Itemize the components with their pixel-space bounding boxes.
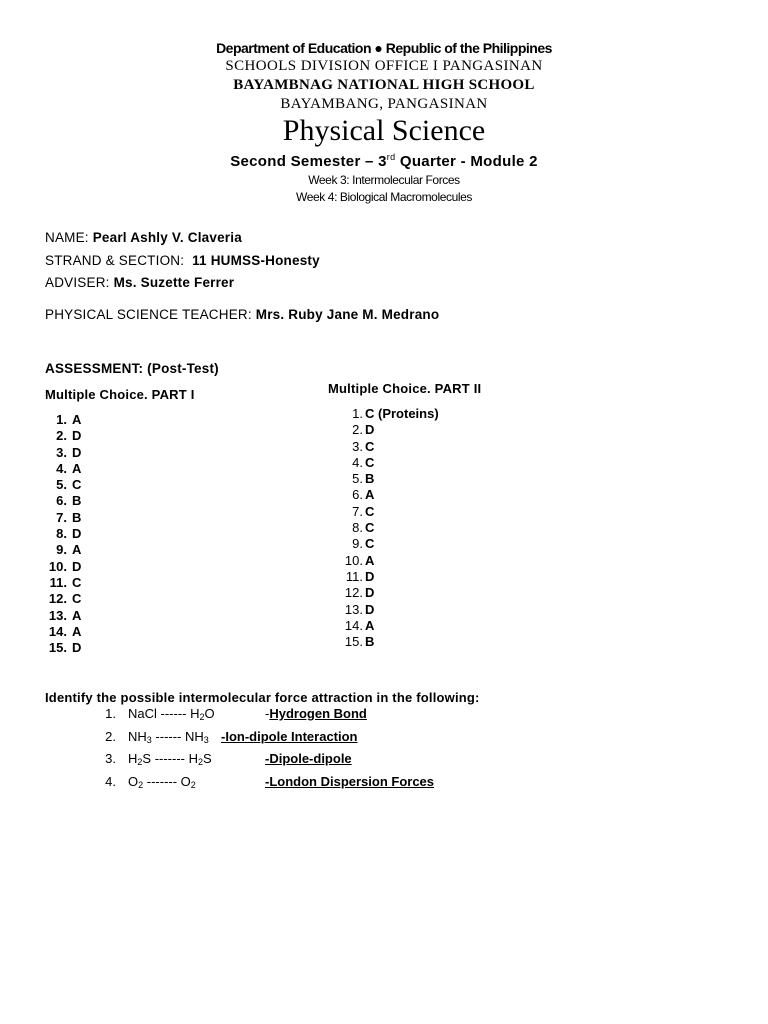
imf-item: [98, 726, 434, 749]
imf-item-number: 3.: [105, 751, 116, 766]
school-location: BAYAMBANG, PANGASINAN: [280, 96, 488, 112]
answer-number: 5.: [56, 477, 67, 493]
part2-answer-item: [340, 455, 439, 471]
part2-heading: Multiple Choice. PART II: [328, 381, 482, 396]
part1-answer-item: [43, 428, 81, 444]
separator-dashes: -------: [151, 751, 189, 766]
answer-number: 3.: [352, 438, 363, 454]
imf-item-number: 4.: [105, 773, 116, 789]
part2-answer-list: [340, 406, 439, 650]
force-answer: -Ion-dipole Interaction: [221, 728, 358, 744]
answer-choice: D: [72, 526, 82, 542]
molecule-a: NH: [128, 728, 147, 744]
answer-number: 2.: [352, 422, 363, 438]
answer-number: 8.: [352, 520, 363, 536]
imf-item: [98, 703, 434, 726]
part2-answer-item: [340, 585, 439, 601]
answer-number: 8.: [56, 526, 67, 542]
imf-item: [98, 771, 434, 794]
answer-choice: C: [365, 438, 375, 454]
separator-dashes: ------: [156, 706, 191, 721]
name-value: Pearl Ashly V. Claveria: [92, 230, 242, 245]
part1-answer-item: [43, 624, 81, 640]
teacher-value: Mrs. Ruby Jane M. Medrano: [255, 307, 440, 322]
molecule-b-end: O: [204, 706, 215, 721]
answer-number: 4.: [352, 454, 363, 470]
answer-choice: C: [72, 591, 82, 607]
answer-choice: A: [72, 412, 82, 427]
force-answer: -Dipole-dipole: [265, 751, 352, 766]
imf-item-list: [98, 703, 434, 793]
answer-choice: C: [365, 520, 375, 536]
answer-number: 11.: [345, 568, 363, 584]
week3-topic: Week 3: Intermolecular Forces: [308, 173, 460, 187]
molecule-b-end: S: [203, 751, 212, 766]
semester-prefix: Second Semester – 3: [230, 153, 387, 170]
part2-answer-item: [340, 520, 439, 536]
answer-choice: D: [72, 428, 82, 444]
part1-answer-item: [43, 493, 81, 509]
answer-choice: C: [72, 574, 82, 590]
answer-choice: A: [365, 617, 375, 633]
division-line: SCHOOLS DIVISION OFFICE I PANGASINAN: [225, 58, 543, 74]
answer-choice: D: [365, 585, 375, 601]
teacher-label: PHYSICAL SCIENCE TEACHER:: [45, 307, 252, 322]
part2-answer-item: [340, 422, 439, 438]
answer-choice: B: [365, 634, 375, 650]
part2-answer-item: [340, 536, 439, 552]
answer-number: 1.: [56, 412, 67, 427]
student-name-row: [45, 230, 242, 245]
assessment-title: ASSESSMENT: (Post-Test): [45, 361, 219, 376]
answer-choice: D: [72, 444, 82, 460]
department-line: Department of Education ● Republic of the Philippines: [216, 40, 552, 56]
answer-choice: C: [72, 477, 82, 493]
semester-line: [0, 152, 768, 170]
part1-answer-item: [43, 575, 81, 591]
imf-item-number: 2.: [105, 728, 116, 744]
part2-answer-item: [340, 504, 439, 520]
part1-answer-item: [43, 510, 81, 526]
answer-choice: A: [365, 552, 375, 568]
identify-instruction: Identify the possible intermolecular force attraction in the following:: [45, 690, 480, 705]
adviser-label: ADVISER:: [45, 275, 110, 290]
part1-answer-item: [43, 591, 81, 607]
answer-number: 14.: [48, 623, 67, 639]
answer-choice: A: [72, 607, 82, 623]
answer-choice: A: [72, 623, 82, 639]
answer-choice: A: [72, 542, 82, 558]
strand-value: 11 HUMSS-Honesty: [192, 253, 320, 268]
molecule-a: O: [128, 773, 139, 789]
answer-number: 12.: [344, 585, 363, 601]
part1-answer-item: [43, 608, 81, 624]
answer-number: 10.: [344, 552, 363, 568]
answer-number: 5.: [352, 471, 363, 487]
part2-answer-item: [340, 487, 439, 503]
part2-answer-item: [340, 439, 439, 455]
part2-answer-item: [340, 602, 439, 618]
answer-choice: A: [365, 487, 375, 503]
molecule-a-subscript: 2: [137, 757, 143, 767]
answer-choice: C: [365, 503, 375, 519]
separator-dashes: ------: [151, 728, 185, 744]
molecule-b: H: [190, 706, 200, 721]
answer-number: 2.: [56, 428, 67, 444]
part1-answer-item: [43, 559, 81, 575]
answer-choice: B: [365, 471, 375, 487]
answer-number: 15.: [48, 640, 67, 656]
answer-choice: D: [72, 640, 82, 656]
part1-answer-item: [43, 640, 81, 656]
answer-choice: D: [72, 558, 82, 574]
name-label: NAME:: [45, 230, 89, 245]
imf-item-number: 1.: [105, 706, 116, 721]
answer-number: 15.: [344, 634, 363, 650]
molecule-b-subscript: 2: [190, 779, 196, 790]
part2-answer-item: [340, 406, 439, 422]
molecule-b-subscript: 3: [203, 734, 209, 745]
imf-item: [98, 748, 434, 771]
answer-number: 9.: [56, 542, 67, 558]
part2-answer-item: [340, 471, 439, 487]
separator-dashes: -------: [143, 773, 181, 789]
molecule-a: NaCl: [128, 706, 157, 721]
molecule-a: H: [128, 751, 138, 766]
answer-number: 6.: [56, 493, 67, 509]
molecule-b-subscript: 2: [198, 757, 204, 767]
answer-choice: C: [365, 454, 375, 470]
answer-choice: D: [365, 568, 375, 584]
force-answer: Hydrogen Bond: [269, 706, 367, 721]
answer-number: 12.: [48, 591, 67, 607]
answer-choice: C (Proteins): [365, 406, 439, 421]
strand-row: [45, 253, 320, 268]
semester-suffix: Quarter - Module 2: [395, 153, 538, 170]
answer-number: 9.: [352, 536, 363, 552]
part2-answer-item: [340, 618, 439, 634]
molecule-b-subscript: 2: [199, 712, 205, 722]
part1-answer-item: [43, 445, 81, 461]
molecule-b: H: [188, 751, 198, 766]
answer-choice: B: [72, 493, 82, 509]
molecule-pair: [128, 771, 265, 797]
molecule-a-end: S: [142, 751, 152, 766]
molecule-a-subscript: 2: [138, 779, 144, 790]
teacher-row: [45, 307, 439, 322]
molecule-b: O: [180, 773, 191, 789]
answer-number: 10.: [48, 558, 67, 574]
part2-answer-item: [340, 553, 439, 569]
answer-number: 6.: [352, 487, 363, 503]
answer-number: 13.: [344, 601, 363, 617]
answer-number: 4.: [56, 460, 67, 476]
adviser-row: [45, 275, 234, 290]
answer-number: 7.: [352, 503, 363, 519]
answer-number: 1.: [352, 406, 363, 421]
adviser-value: Ms. Suzette Ferrer: [113, 275, 235, 290]
part1-heading: Multiple Choice. PART I: [45, 387, 195, 402]
semester-sup: rd: [386, 152, 396, 162]
part1-answer-item: [43, 542, 81, 558]
answer-choice: C: [365, 536, 375, 552]
answer-number: 3.: [56, 444, 67, 460]
answer-choice: D: [365, 601, 375, 617]
part2-answer-item: [340, 634, 439, 650]
school-name: BAYAMBNAG NATIONAL HIGH SCHOOL: [233, 77, 535, 93]
part2-answer-item: [340, 569, 439, 585]
part1-answer-item: [43, 461, 81, 477]
part1-answer-item: [43, 477, 81, 493]
answer-number: 11.: [49, 574, 67, 590]
week4-topic: Week 4: Biological Macromolecules: [296, 190, 472, 204]
answer-number: 7.: [56, 509, 67, 525]
part1-answer-item: [43, 412, 81, 428]
molecule-b: NH: [185, 728, 204, 744]
answer-choice: A: [72, 460, 82, 476]
force-answer: -London Dispersion Forces: [265, 773, 435, 789]
molecule-a-subscript: 3: [146, 734, 152, 745]
answer-dash: -: [265, 706, 270, 721]
strand-label: STRAND & SECTION:: [45, 253, 185, 268]
answer-number: 14.: [344, 617, 363, 633]
subject-title: Physical Science: [282, 114, 486, 147]
answer-choice: B: [72, 509, 82, 525]
answer-number: 13.: [48, 607, 67, 623]
part1-answer-list: [43, 412, 81, 656]
answer-choice: D: [365, 422, 375, 438]
part1-answer-item: [43, 526, 81, 542]
